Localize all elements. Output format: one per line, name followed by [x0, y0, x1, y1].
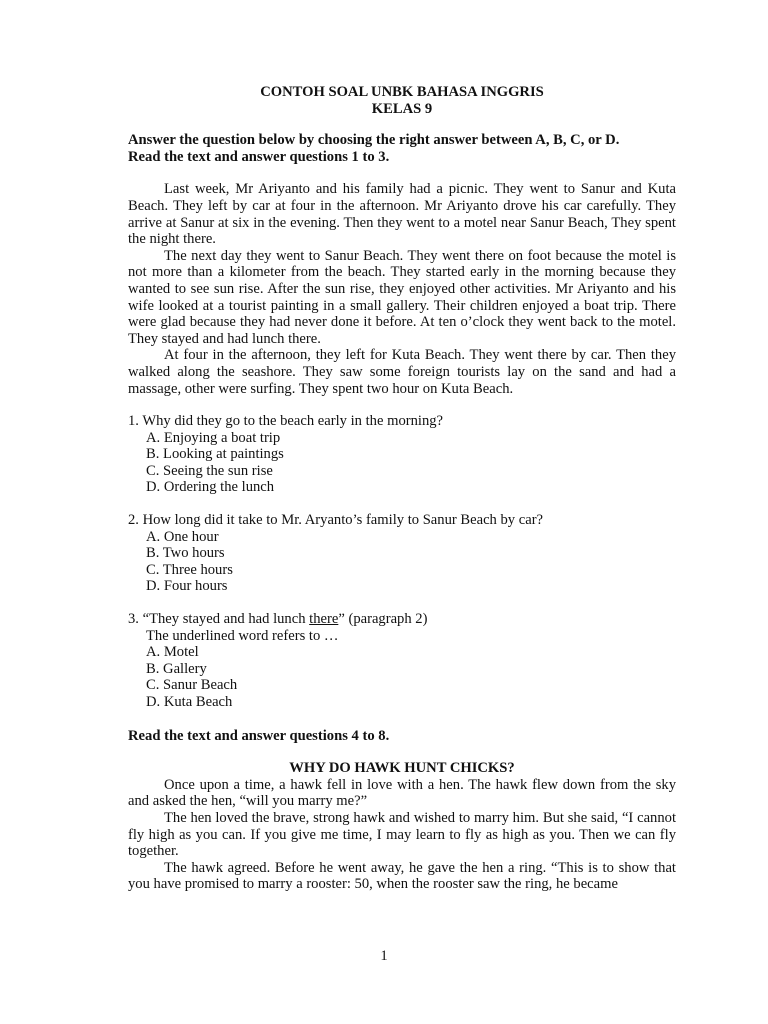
- reading-text-1: [128, 181, 676, 397]
- question-1: [128, 413, 676, 496]
- section-2-instruction: Read the text and answer questions 4 to 8.: [128, 727, 390, 744]
- question-3-underlined-word: there: [309, 611, 339, 628]
- question-3-stem-before: 3. “They stayed and had lunch: [128, 611, 310, 628]
- instruction-line-1: Answer the question below by choosing the right answer between A, B, C, or D.: [128, 132, 620, 149]
- question-2: [128, 512, 676, 595]
- text2-paragraph-3: The hawk agreed. Before he went away, he gave the hen a ring. “This is to show that you have promised to marry a rooster: 50, when the rooster saw the ring, he became: [128, 859, 676, 893]
- question-2-option-b: B. Two hours: [146, 545, 225, 562]
- instruction-line-2: Read the text and answer questions 1 to 3.: [128, 148, 390, 165]
- reading-text-2: [128, 777, 676, 893]
- question-1-stem: 1. Why did they go to the beach early in the morning?: [128, 413, 444, 430]
- question-1-option-d: D. Ordering the lunch: [146, 479, 275, 496]
- question-3-options: [128, 628, 676, 711]
- question-2-stem: 2. How long did it take to Mr. Aryanto’s family to Sanur Beach by car?: [128, 512, 544, 529]
- question-3: [128, 611, 676, 711]
- question-3-option-b: B. Gallery: [146, 660, 207, 677]
- question-3-stem-after: ” (paragraph 2): [338, 611, 428, 628]
- question-1-option-b: B. Looking at paintings: [146, 446, 284, 463]
- question-3-option-c: C. Sanur Beach: [146, 677, 238, 694]
- text1-paragraph-3: At four in the afternoon, they left for Kuta Beach. They went there by car. Then they walked along the seashore. They saw some foreign tourists lay on the sand and had a massage, other were surfing. They spent two hour on Kuta Beach.: [128, 347, 676, 397]
- question-1-options: [128, 430, 676, 496]
- question-1-option-a: A. Enjoying a boat trip: [146, 429, 281, 446]
- text1-paragraph-2: The next day they went to Sanur Beach. They went there on foot because the motel is not more than a kilometer from the beach. They started early in the morning because they wanted to see sun rise. After the sun rise, they enjoyed other activities. Mr Ariyanto and his wife looked at a tourist painting in a small gallery. Their children enjoyed a boat trip. There were glad because they had never done it before. At ten o’clock they went back to the motel. They stayed and had lunch there.: [128, 247, 676, 347]
- text2-paragraph-2: The hen loved the brave, strong hawk and wished to marry him. But she said, “I cannot fly high as you can. If you give me time, I may learn to fly as high as you. Then we can fly together.: [128, 809, 676, 860]
- question-2-option-c: C. Three hours: [146, 561, 233, 578]
- document-title: CONTOH SOAL UNBK BAHASA INGGRIS: [260, 84, 544, 100]
- document-content: [128, 84, 676, 893]
- question-1-option-c: C. Seeing the sun rise: [146, 462, 273, 479]
- question-3-subprompt: The underlined word refers to …: [146, 627, 339, 644]
- question-2-option-a: A. One hour: [146, 528, 219, 545]
- question-3-option-d: D. Kuta Beach: [146, 694, 233, 710]
- document-subtitle: KELAS 9: [371, 100, 433, 117]
- page-number: 1: [380, 948, 388, 964]
- question-3-option-a: A. Motel: [146, 644, 199, 661]
- story-title: WHY DO HAWK HUNT CHICKS?: [289, 760, 515, 777]
- question-2-options: [128, 529, 676, 595]
- instructions: [128, 132, 676, 165]
- question-3-stem: [128, 611, 676, 628]
- text1-paragraph-1: Last week, Mr Ariyanto and his family had a picnic. They went to Sanur and Kuta Beach. They left by car at four in the afternoon. Mr Ariyanto drove his car carefully. They arrive at Sanur at six in the evening. Then they went to a motel near Sanur Beach, They spent the night there.: [128, 181, 676, 248]
- text2-paragraph-1: Once upon a time, a hawk fell in love with a hen. The hawk flew down from the sky and asked the hen, “will you marry me?”: [128, 776, 676, 810]
- question-2-option-d: D. Four hours: [146, 578, 228, 595]
